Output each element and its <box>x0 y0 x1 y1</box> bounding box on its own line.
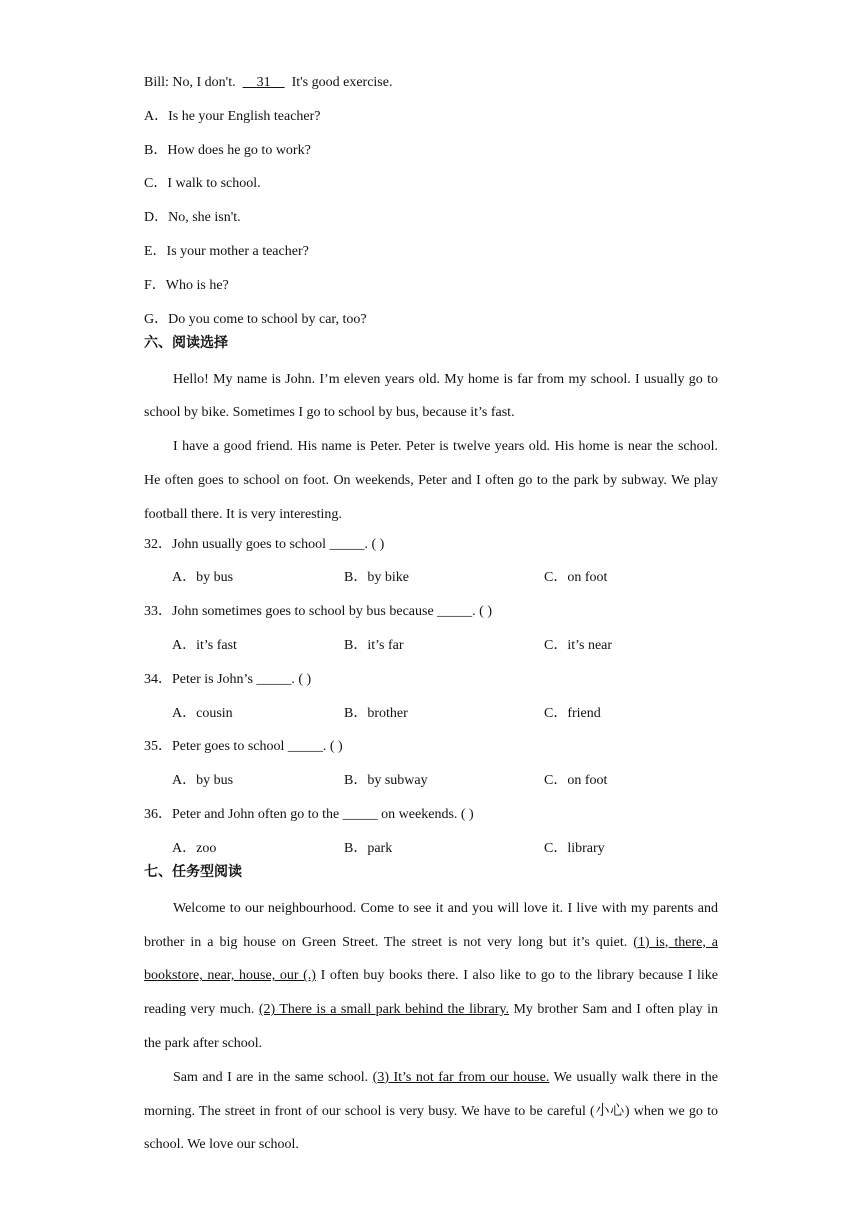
question-options <box>144 565 718 599</box>
choice-a: A．by bus <box>172 570 234 586</box>
question-options <box>144 633 718 667</box>
underlined-task-1: (1) is, there, a bookstore, near, house, our (.) <box>144 934 718 984</box>
choice-b: B．park <box>344 840 393 856</box>
question-36 <box>144 802 718 864</box>
worksheet-page <box>144 70 718 1162</box>
section-6-paragraph-1: Hello! My name is John. I’m eleven years old. My home is far from my school. I usually go to school by bike. Sometimes I go to school by bus, because it’s fast. <box>144 371 718 421</box>
question-34 <box>144 667 718 735</box>
choice-b: B．by bike <box>344 570 409 586</box>
option-a: A．Is he your English teacher? <box>144 108 321 124</box>
underlined-task-3: (3) It’s not far from our house. <box>372 1069 550 1085</box>
choice-a: A．zoo <box>172 840 217 856</box>
question-text: 34．Peter is John’s _____. ( ) <box>144 671 312 687</box>
section-6-paragraph-2: I have a good friend. His name is Peter. Peter is twelve years old. His home is near the school. He often goes to school on foot. On weekends, Peter and I often go to the park by subway. We play football there. It is very interesting. <box>144 439 718 522</box>
question-text: 32．John usually goes to school _____. ( ) <box>144 536 385 552</box>
choice-b: B．by subway <box>344 773 428 789</box>
section-7-title: 七、任务型阅读 <box>144 863 242 880</box>
underlined-task-2: (2) There is a small park behind the library. <box>258 1002 509 1018</box>
answer-blank: 31 <box>256 75 271 90</box>
choice-c: C．it’s near <box>544 637 613 653</box>
question-32 <box>144 532 718 600</box>
option-d: D．No, she isn't. <box>144 210 241 226</box>
question-options <box>144 701 718 735</box>
choice-b: B．brother <box>344 705 408 721</box>
question-options <box>144 768 718 802</box>
choice-c: C．friend <box>544 705 601 721</box>
choice-c: C．on foot <box>544 570 608 586</box>
question-options <box>144 836 718 864</box>
dialogue-line <box>144 70 718 104</box>
question-text: 35．Peter goes to school _____. ( ) <box>144 739 343 755</box>
dialogue-rest: It's good exercise. <box>291 75 393 90</box>
question-35 <box>144 734 718 802</box>
choice-c: C．library <box>544 840 605 856</box>
question-text: 36．Peter and John often go to the _____ on weekends. ( ) <box>144 806 474 822</box>
choice-a: A．it’s fast <box>172 637 237 653</box>
choice-b: B．it’s far <box>344 637 404 653</box>
option-b: B．How does he go to work? <box>144 142 311 158</box>
question-33 <box>144 599 718 667</box>
choice-a: A．by bus <box>172 773 234 789</box>
option-e: E．Is your mother a teacher? <box>144 243 309 259</box>
section-7-paragraph-2: Sam and I are in the same school. (3) It’s not far from our house. We usually walk there in the morning. The street in front of our school is very busy. We have to be careful (小心) when we go to school. We love our school. <box>144 1069 719 1153</box>
option-c: C．I walk to school. <box>144 176 261 192</box>
option-f: F．Who is he? <box>144 277 229 293</box>
question-text: 33．John sometimes goes to school by bus because _____. ( ) <box>144 604 493 620</box>
section-7-paragraph-1: Welcome to our neighbourhood. Come to see it and you will love it. I live with my parents and brother in a big house on Green Street. The street is not very long but it’s quiet. (1) is, there, a bookstore, near, house, our (.) I often buy books there. I also like to go to the library because I like reading very much. (2) There is a small park behind the library. My brother Sam and I often play in the park after school. <box>144 900 718 1051</box>
dialogue-speaker: Bill: No, I don't. <box>144 75 236 90</box>
option-g: G．Do you come to school by car, too? <box>144 311 367 327</box>
choice-c: C．on foot <box>544 773 608 789</box>
choice-a: A．cousin <box>172 705 233 721</box>
section-6-title: 六、阅读选择 <box>144 334 228 351</box>
